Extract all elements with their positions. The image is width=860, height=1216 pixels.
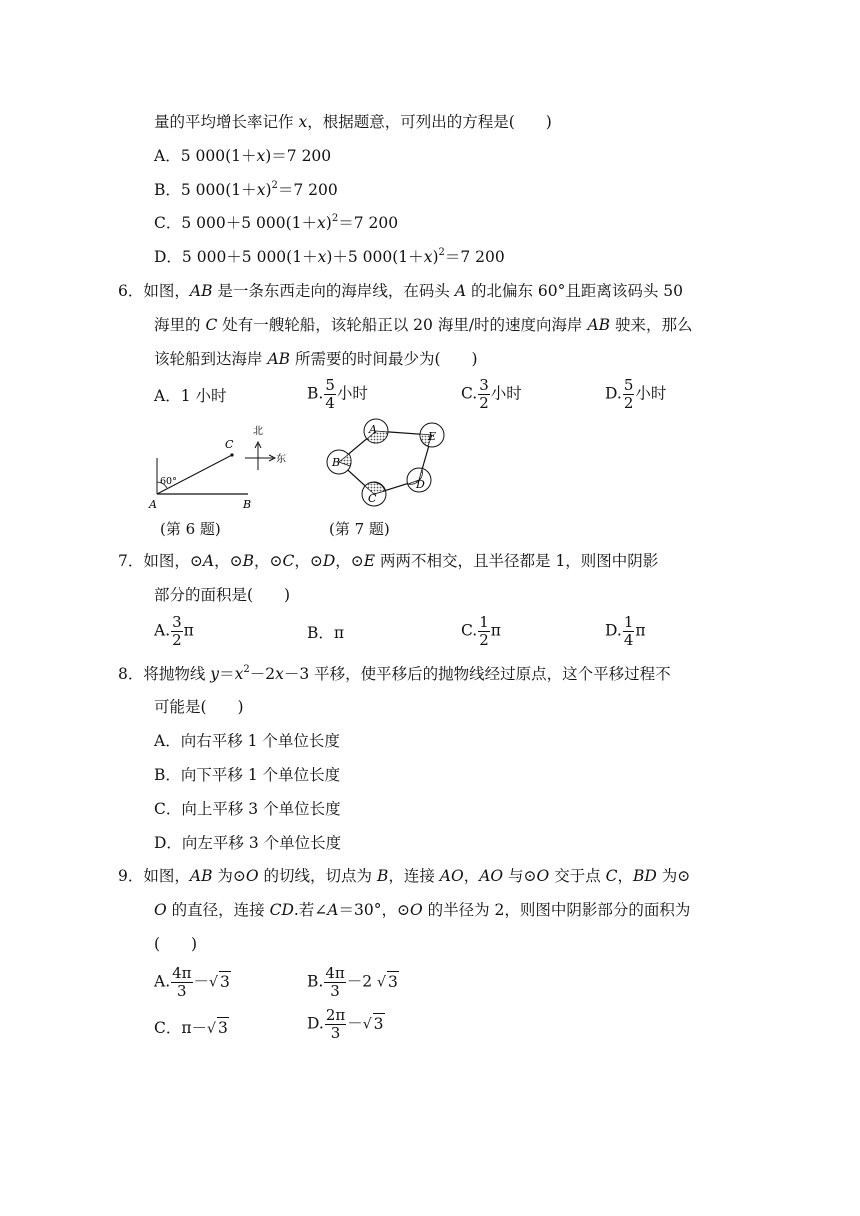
q6-option-d: D. $\frac{5}{2}$ 小时: [605, 376, 667, 412]
figure-7: [322, 414, 452, 514]
q7-stem-line-1: 7．如图，⊙A，⊙B，⊙C，⊙D，⊙E 两两不相交，且半径都是 1，则图中阴影: [118, 552, 659, 570]
q8-option-b: B．向下平移 1 个单位长度: [154, 766, 341, 784]
q6-stem-line-3: 该轮船到达海岸 AB 所需要的时间最少为( ): [154, 350, 478, 368]
q5-option-b: B．5 $000(1+x)^2=7$ 200: [154, 180, 338, 199]
figure-6: [145, 418, 305, 518]
q7-option-c: C. $\frac{1}{2}$ π: [461, 613, 501, 649]
q9-option-b: B. $\frac{4\pi}{3}$ －2 √ 3: [307, 964, 398, 1000]
fig6-east-label: 东: [276, 454, 286, 465]
q6-stem-line-2: 海里的 C 处有一艘轮船，该轮船正以 20 海里/时的速度向海岸 AB 驶来，那么: [154, 316, 693, 334]
q9-stem-line-1: 9．如图，AB 为⊙O 的切线，切点为 B，连接 AO，AO 与⊙O 交于点 C，BD 为⊙: [118, 867, 691, 885]
q8-option-d: D．向左平移 3 个单位长度: [154, 834, 342, 852]
q9-stem-line-3: ( ): [154, 935, 198, 953]
q7-option-d: D. $\frac{1}{4}$ π: [605, 613, 646, 649]
fig6-angle-label: 60°: [160, 476, 177, 487]
q6-stem-line-1: 6．如图，AB 是一条东西走向的海岸线，在码头 A 的北偏东 60°且距离该码头 50: [118, 282, 684, 300]
q9-option-a: A. $\frac{4\pi}{3}$ －√ 3: [154, 964, 230, 1000]
q5-stem-continuation: 量的平均增长率记作 x，根据题意，可列出的方程是( ): [154, 113, 552, 131]
fig7-label-d: D: [416, 478, 425, 491]
fig6-north-label: 北: [253, 426, 263, 437]
q8-stem-line-1: 8．将抛物线 $y=x^2-2x-3$ 平移，使平移后的抛物线经过原点，这个平移过程不: [118, 664, 671, 683]
q6-option-b: B. $\frac{5}{4}$ 小时: [307, 376, 368, 412]
q5-option-a: A．5 000(1＋x)＝7 200: [154, 147, 332, 165]
q8-stem-line-2: 可能是( ): [154, 698, 244, 716]
q5-option-d: D．5 000＋5 000(1＋x)＋5 $000(1+x)^2=7$ 200: [154, 247, 505, 266]
q8-option-c: C．向上平移 3 个单位长度: [154, 800, 341, 818]
q6-option-a: A．1 小时: [154, 387, 227, 405]
fig7-label-e: E: [428, 430, 437, 443]
q7-option-b: B．π: [307, 624, 345, 642]
q7-option-a: A. $\frac{3}{2}$ π: [154, 613, 194, 649]
q8-option-a: A．向右平移 1 个单位长度: [154, 732, 340, 750]
q9-option-c: C．π－√ 3: [154, 1019, 228, 1037]
fig6-caption: (第 6 题): [160, 520, 221, 538]
q6-option-c: C. $\frac{3}{2}$ 小时: [461, 376, 522, 412]
fig6-label-a: A: [149, 498, 157, 511]
fig7-label-a: A: [369, 423, 377, 436]
fig6-label-b: B: [243, 498, 252, 511]
fig7-label-c: C: [368, 492, 377, 505]
q9-option-d: D. $\frac{2\pi}{3}$ －√ 3: [307, 1006, 384, 1042]
q7-stem-line-2: 部分的面积是( ): [154, 586, 291, 604]
fig7-label-b: B: [332, 456, 341, 469]
q5-option-c: C．5 000＋5 $000(1+x)^2=7$ 200: [154, 213, 399, 232]
fig6-point-c: [230, 453, 233, 456]
fig6-segment-ac: [157, 455, 232, 494]
fig7-caption: (第 7 题): [329, 520, 390, 538]
fig6-label-c: C: [225, 438, 234, 451]
q9-stem-line-2: O 的直径，连接 CD.若∠A＝30°，⊙O 的半径为 2，则图中阴影部分的面积为: [154, 901, 691, 919]
